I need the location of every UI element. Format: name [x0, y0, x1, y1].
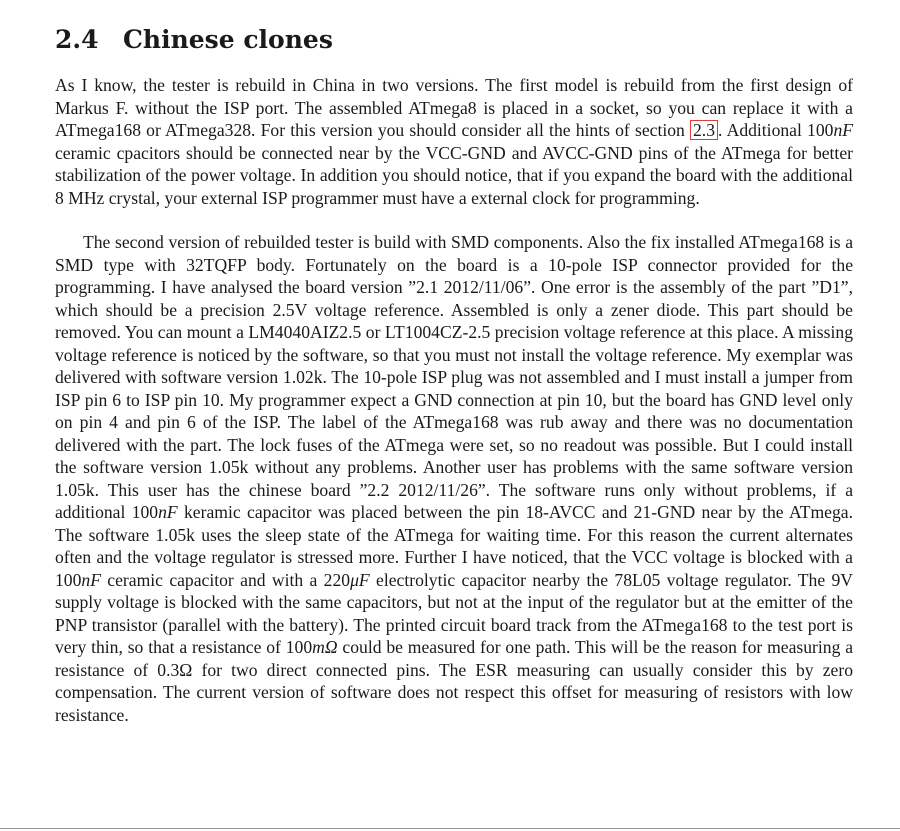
- text-run: ceramic cpacitors should be connected near by the VCC-GND and AVCC-GND pins of the ATmega for better stabilization of the power voltage. In addition you should notice, that if you expand the board with the additional 8 MHz crystal, your external ISP programmer must have a external clock for programming.: [55, 142, 853, 208]
- section-number: 2.4: [55, 25, 99, 54]
- section-ref-link[interactable]: 2.3: [690, 120, 718, 140]
- math-unit: μF: [350, 569, 370, 590]
- text-run: keramic capacitor was placed between the pin 18-AVCC and 21-GND near by the ATmega. The software 1.05k uses the sleep state of the ATmega for waiting time. For this reason the current alternates often and the voltage regulator is stressed more. Further I have noticed, that the VCC voltage is blocked with a 100: [55, 502, 853, 590]
- math-unit: mΩ: [312, 637, 338, 657]
- text-run: electrolytic capacitor nearby the 78L05 voltage regulator. The 9V supply voltage is blocked with the same capacitors, but not at the input of the regulator but at the emitter of the PNP transistor (parallel with the battery). The printed circuit board track from the ATmega168 to the test port is very thin, so that a resistance of 100: [55, 569, 853, 657]
- section-heading: [55, 24, 853, 56]
- text-run: The second version of rebuilded tester is build with SMD components. Also the fix installed ATmega168 is a SMD type with 32TQFP body. Fortunately on the board is a 10-pole ISP connector provided for the programming. I have analysed the board version ”2.1 2012/11/06”. One error is the assembly of the part ”D1”, which should be a precision 2.5V voltage reference. Assembled is only a zener diode. This part should be removed. You can mount a LM4040AIZ2.5 or LT1004CZ-2.5 precision voltage reference at this place. A missing voltage reference is noticed by the software, so that you must not install the voltage reference. My exemplar was delivered with software version 1.02k. The 10-pole ISP plug was not assembled and I must install a jumper from ISP pin 6 to ISP pin 10. My programmer expect a GND connection at pin 10, but the board has GND level only on pin 4 and pin 6 of the ISP. The label of the ATmega168 was rub away and there was no documentation delivered with the part. The lock fuses of the ATmega were set, so no readout was possible. But I could install the software version 1.05k without any problems. Another user has problems with the same software version 1.05k. This user has the chinese board ”2.2 2012/11/26”. The software runs only without problems, if a additional 100: [55, 232, 853, 522]
- text-run: As I know, the tester is rebuild in China in two versions. The first model is rebuild from the first design of Markus F. without the ISP port. The assembled ATmega8 is placed in a socket, so you can replace it with a ATmega168 or ATmega328. For this version you should consider all the hints of section: [55, 75, 853, 140]
- text-run: ceramic capacitor and with a 220: [100, 569, 351, 590]
- section-title: Chinese clones: [123, 25, 333, 54]
- paragraph-1: [55, 74, 853, 209]
- text-run: could be measured for one path. This will be the reason for measuring a resistance of 0.3Ω for two direct connected pins. The ESR measuring can usually consider this by zero compensation. The current version of software does not respect this offset for measuring of resistors with low resistance.: [55, 637, 854, 725]
- math-unit: nF: [81, 569, 101, 590]
- paragraph-2: [55, 231, 853, 726]
- math-unit: nF: [158, 502, 178, 522]
- document-page: [55, 24, 853, 726]
- text-run: . Additional 100: [718, 120, 834, 140]
- bottom-rule: [0, 828, 900, 829]
- math-unit: nF: [833, 120, 853, 140]
